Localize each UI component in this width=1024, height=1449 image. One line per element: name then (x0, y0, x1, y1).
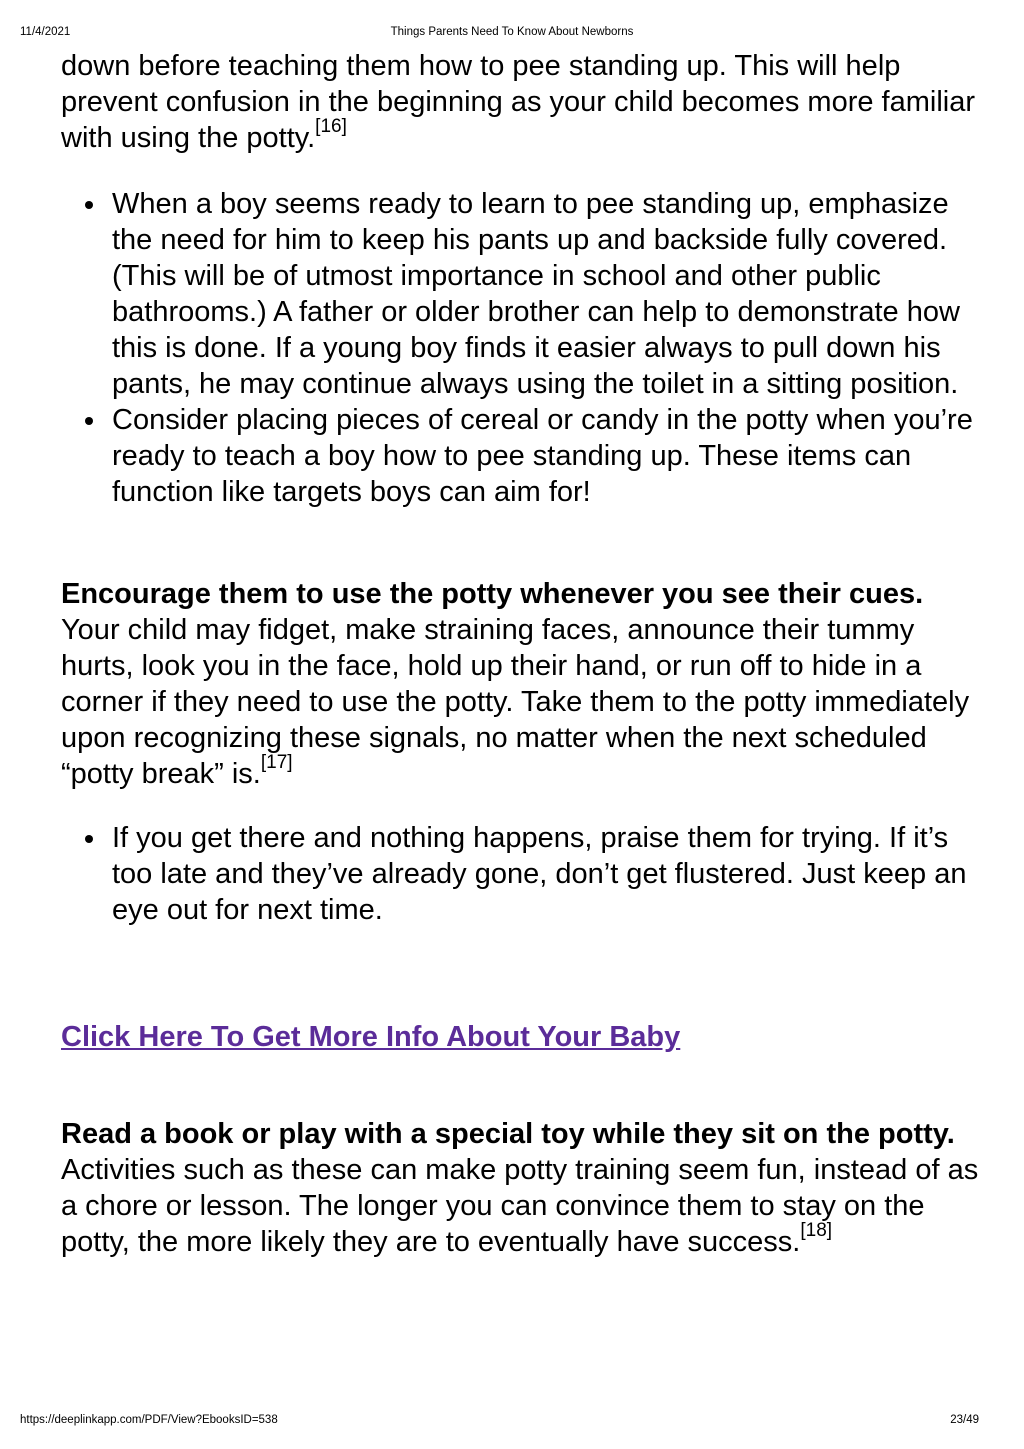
list-item: When a boy seems ready to learn to pee standing up, emphasize the need for him to keep his pants up and backside fully covered. (This will be of utmost importance in school and other public bathrooms.) A father or older brother can help to demonstrate how this is done. If a young boy finds it easier always to pull down his pants, he may continue always using the toilet in a sitting position. (112, 186, 981, 402)
intro-paragraph (61, 48, 981, 156)
list-item: Consider placing pieces of cereal or candy in the potty when you’re ready to teach a boy how to pee standing up. These items can function like targets boys can aim for! (112, 402, 981, 510)
cues-paragraph (61, 576, 981, 792)
bullet-list-praise (61, 820, 981, 928)
header-date: 11/4/2021 (20, 26, 71, 38)
article-body (61, 48, 981, 1260)
more-info-link[interactable]: Click Here To Get More Info About Your Baby (61, 1021, 681, 1053)
book-toy-text: Activities such as these can make potty training seem fun, instead of as a chore or lesson. The longer you can convince them to stay on the potty, the more likely they are to eventually have success. (61, 1154, 979, 1258)
cues-heading: Encourage them to use the potty whenever you see their cues. (61, 578, 924, 610)
footer-page-number: 23/49 (950, 1414, 979, 1426)
footer-url: https://deeplinkapp.com/PDF/View?EbooksID=538 (20, 1414, 278, 1426)
header-title: Things Parents Need To Know About Newborns (390, 26, 634, 38)
citation-18: [18] (800, 1220, 833, 1242)
intro-text: down before teaching them how to pee standing up. This will help prevent confusion in the beginning as your child becomes more familiar with using the potty. (61, 50, 975, 154)
cues-text: Your child may fidget, make straining faces, announce their tummy hurts, look you in the face, hold up their hand, or run off to hide in a corner if they need to use the potty. Take them to the potty immediately upon recognizing these signals, no matter when the next scheduled “potty break” is. (61, 614, 970, 790)
list-item: If you get there and nothing happens, praise them for trying. If it’s too late and they’ve already gone, don’t get flustered. Just keep an eye out for next time. (112, 820, 981, 928)
citation-16: [16] (315, 116, 347, 138)
citation-17: [17] (260, 752, 293, 774)
bullet-list-boys (61, 186, 981, 510)
book-toy-heading: Read a book or play with a special toy while they sit on the potty. (61, 1118, 955, 1150)
book-toy-paragraph (61, 1116, 981, 1260)
